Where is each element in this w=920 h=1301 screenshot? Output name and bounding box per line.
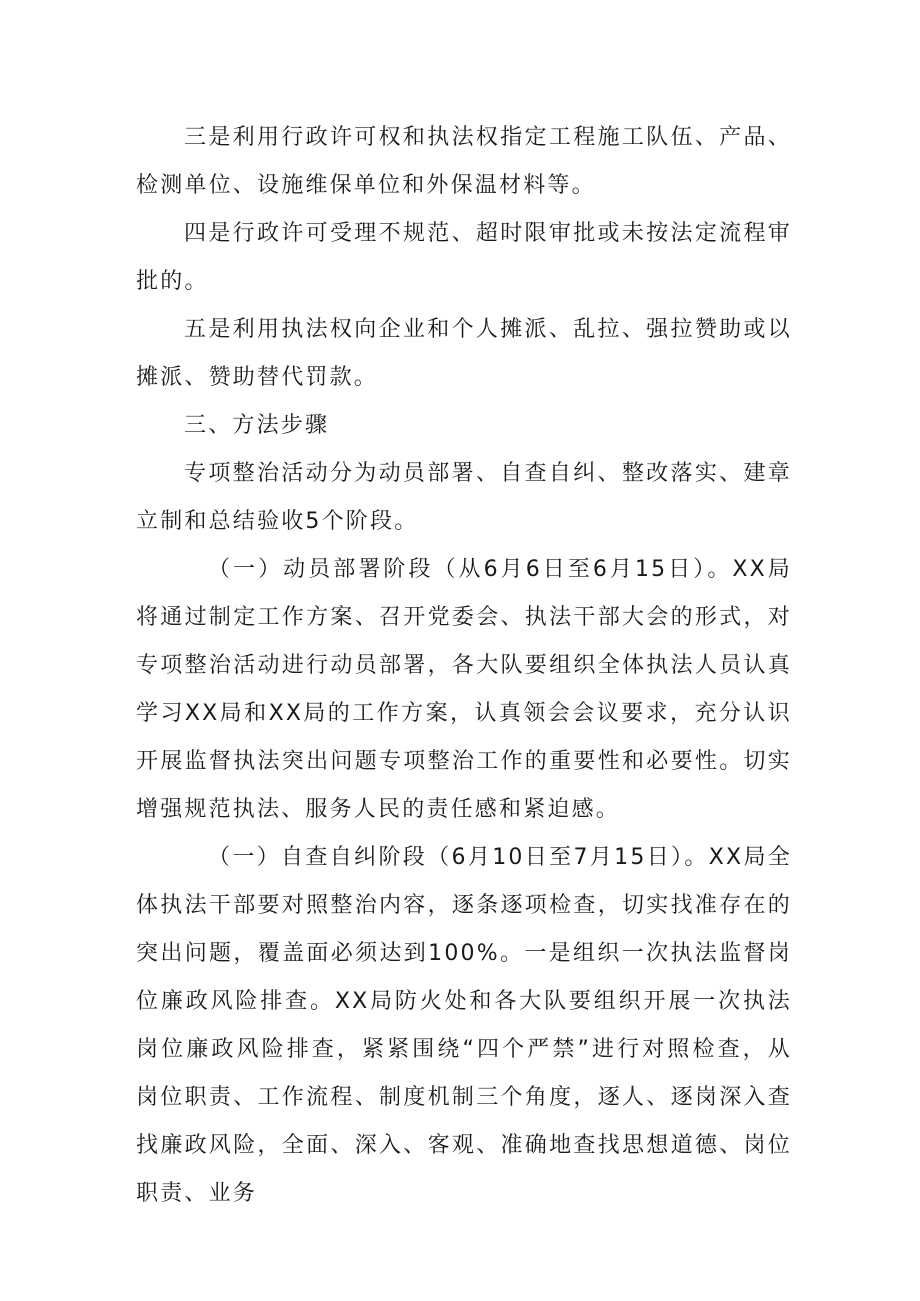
paragraph-item-3: 三是利用行政许可权和执法权指定工程施工队伍、产品、检测单位、设施维保单位和外保温材料等。 (136, 125, 792, 198)
paragraph-item-4: 四是行政许可受理不规范、超时限审批或未按法定流程审批的。 (136, 221, 792, 294)
document-body (136, 114, 792, 1218)
paragraph-mobilization-stage: （一）动员部署阶段（从6月6日至6月15日）。XX局将通过制定工作方案、召开党委会、执法干部大会的形式，对专项整治活动进行动员部署，各大队要组织全体执法人员认真学习XX局和XX局的工作方案，认真领会会议要求，充分认识开展监督执法突出问题专项整治工作的重要性和必要性。切实增强规范执法、服务人民的责任感和紧迫感。 (136, 557, 792, 822)
paragraph-self-inspection-stage: （一）自查自纠阶段（6月10日至7月15日）。XX局全体执法干部要对照整治内容，逐条逐项检查，切实找准存在的突出问题，覆盖面必须达到100%。一是组织一次执法监督岗位廉政风险排查。XX局防火处和各大队要组织开展一次执法岗位廉政风险排查，紧紧围绕“四个严禁”进行对照检查，从岗位职责、工作流程、制度机制三个角度，逐人、逐岗深入查找廉政风险，全面、深入、客观、准确地查找思想道德、岗位职责、业务 (136, 845, 792, 1206)
paragraph-stages-overview: 专项整治活动分为动员部署、自查自纠、整改落实、建章立制和总结验收5个阶段。 (136, 461, 792, 534)
section-heading-methods: 三、方法步骤 (184, 413, 330, 438)
paragraph-item-5: 五是利用执法权向企业和个人摊派、乱拉、强拉赞助或以摊派、赞助替代罚款。 (136, 317, 792, 390)
